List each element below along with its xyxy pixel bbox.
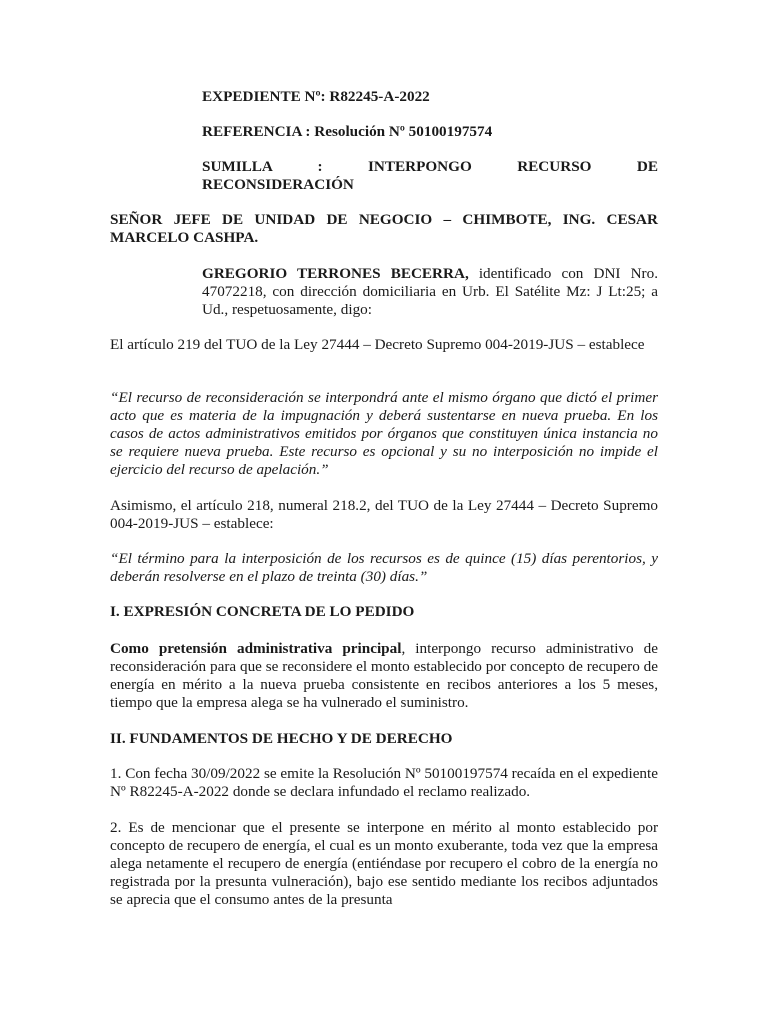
expediente-line: EXPEDIENTE Nº: R82245-A-2022 [202, 88, 430, 105]
article-219-quote: “El recurso de reconsideración se interpondrá ante el mismo órgano que dictó el primer acto que es materia de la impugnación y deberá sustentarse en nueva prueba. En los casos de actos administrativos emitidos por órganos que constituyen única instancia no se requiere nueva prueba. Este recurso es opcional y su no interposición no impide el ejercicio del recurso de apelación.” [110, 389, 658, 478]
addressee: SEÑOR JEFE DE UNIDAD DE NEGOCIO – CHIMBOTE, ING. CESAR MARCELO CASHPA. [110, 211, 658, 246]
pedido-text: , interpongo recurso administrativo de reconsideración para que se reconsidere el monto establecido por concepto de recupero de energía en mérito a la nueva prueba consistente en recibos anteriores a los 5 meses, tiempo que la empresa alega se ha vulnerado el suministro. [110, 640, 658, 711]
section-heading-pedido: I. EXPRESIÓN CONCRETA DE LO PEDIDO [110, 603, 415, 620]
article-219-intro: El artículo 219 del TUO de la Ley 27444 – Decreto Supremo 004-2019-JUS – establece [110, 336, 645, 353]
section-heading-fundamentos: II. FUNDAMENTOS DE HECHO Y DE DERECHO [110, 730, 453, 747]
article-218-intro: Asimismo, el artículo 218, numeral 218.2, del TUO de la Ley 27444 – Decreto Supremo 004-2019-JUS – establece: [110, 497, 658, 532]
petitioner-name: GREGORIO TERRONES BECERRA, [202, 265, 469, 282]
intro-text: identificado con DNI Nro. 47072218, con dirección domiciliaria en Urb. El Satélite Mz: J Lt:25; a Ud., respetuosamente, digo: [202, 265, 658, 318]
article-218-quote: “El término para la interposición de los recursos es de quince (15) días perentorios, y deberán resolverse en el plazo de treinta (30) días.” [110, 550, 658, 585]
intro-paragraph [202, 265, 658, 319]
pedido-paragraph [110, 640, 658, 712]
sumilla-line-1: SUMILLA : INTERPONGO RECURSO DE [202, 158, 658, 175]
pedido-lead: Como pretensión administrativa principal [110, 640, 402, 657]
sumilla-line-2: RECONSIDERACIÓN [202, 176, 354, 193]
referencia-line: REFERENCIA : Resolución Nº 50100197574 [202, 123, 493, 140]
fundamento-1: 1. Con fecha 30/09/2022 se emite la Resolución Nº 50100197574 recaída en el expediente Nº R82245-A-2022 donde se declara infundado el reclamo realizado. [110, 765, 658, 800]
fundamento-2: 2. Es de mencionar que el presente se interpone en mérito al monto establecido por concepto de recupero de energía, el cual es un monto exuberante, toda vez que la empresa alega netamente el recupero de energía (entiéndase por recupero el cobro de la energía no registrada por la presunta vulneración), bajo ese sentido mediante los recibos adjuntados se aprecia que el consumo antes de la presunta [110, 819, 658, 908]
